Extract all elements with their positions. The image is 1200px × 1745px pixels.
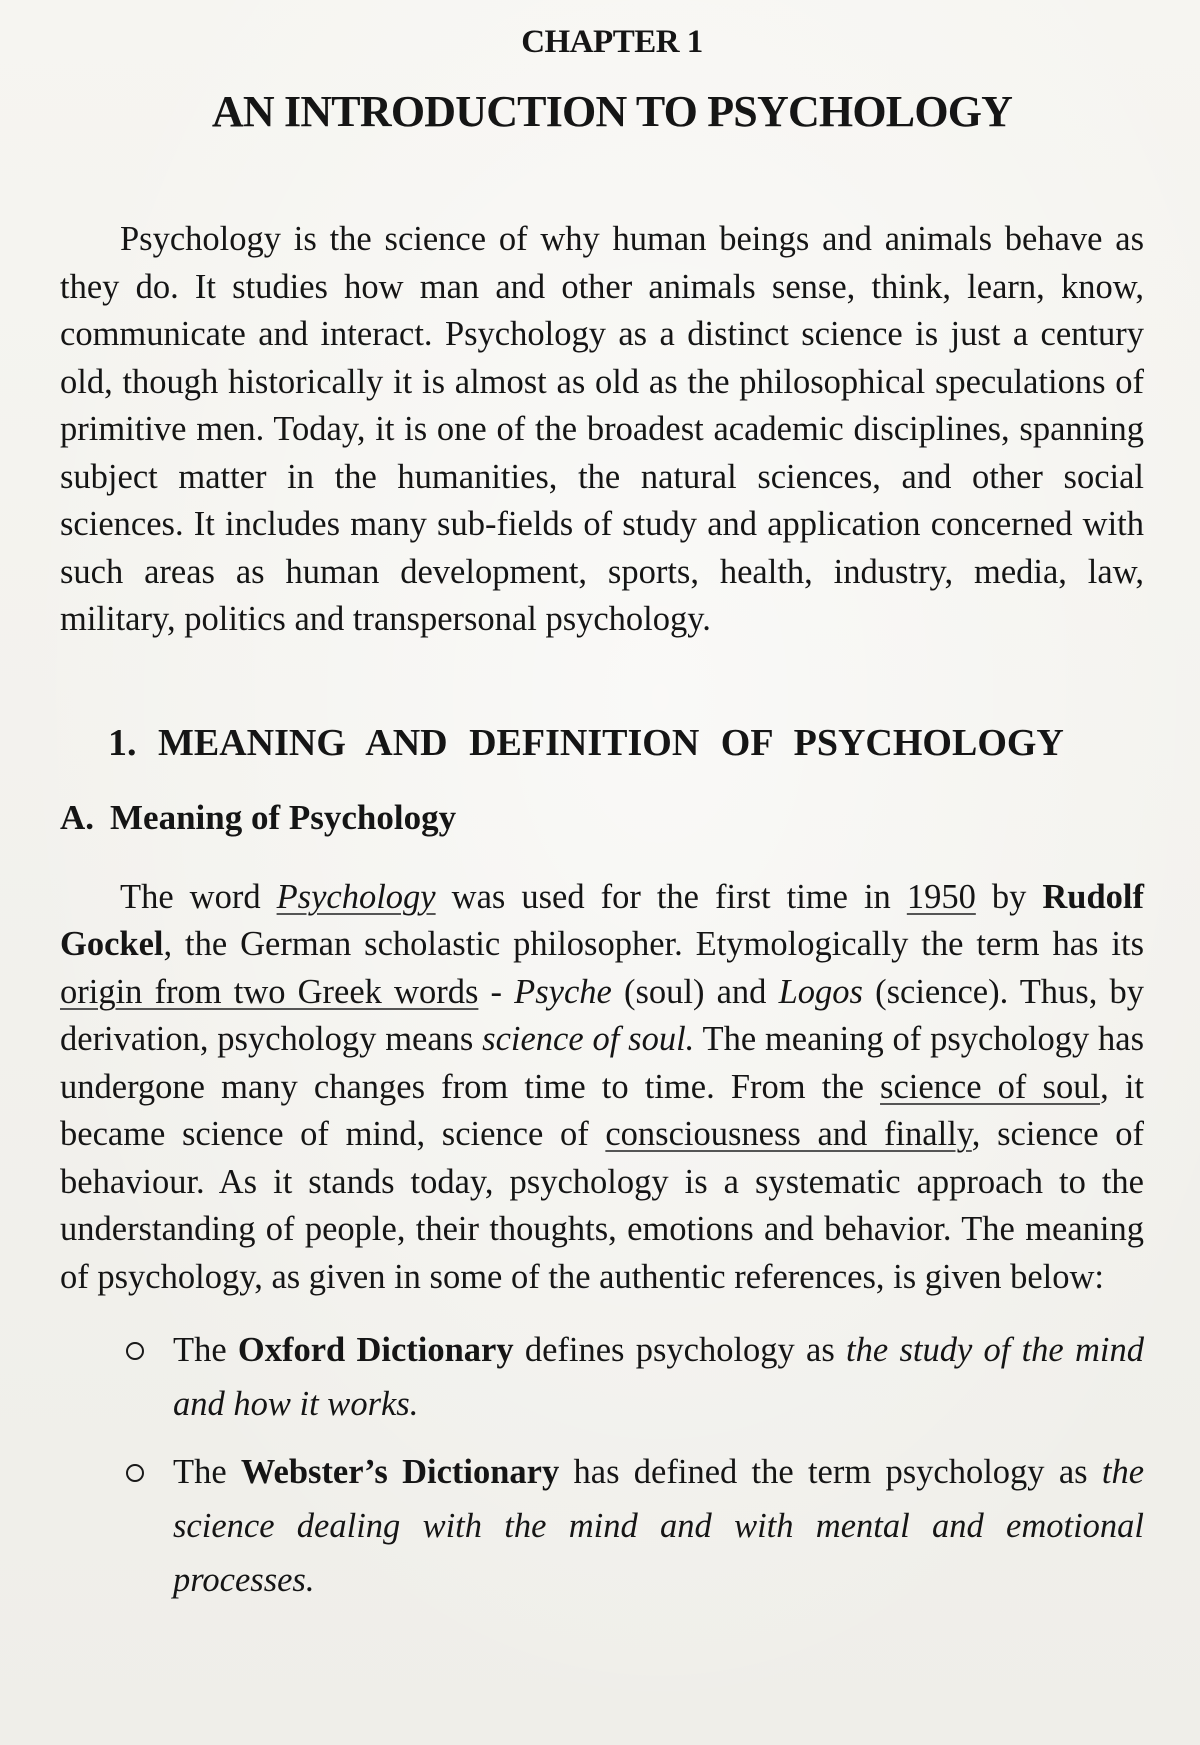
person-name: Rudolf Gockel: [60, 877, 1145, 963]
underlined-phrase: science of soul: [880, 1067, 1101, 1106]
term-science-of-soul: science of soul.: [482, 1020, 695, 1058]
text-run: The meaning of psychology has undergone many changes from time to time. From the: [60, 1020, 1144, 1106]
section-heading: 1. MEANING AND DEFINITION OF PSYCHOLOGY: [108, 721, 1064, 764]
term-logos: Logos: [778, 972, 863, 1011]
text-run: , it became science of mind, science of: [60, 1067, 1144, 1153]
intro-paragraph: Psychology is the science of why human beings and animals behave as they do. It studies how man and other animals sense, think, learn, know, communicate and interact. Psychology as a distinct science is just a century old, though historically it is almost as old as the philosophical speculations of primitive men. Today, it is one of the broadest academic disciplines, spanning subject matter in the humanities, the natural sciences, and other social sciences. It includes many sub-fields of study and application concerned with such areas as human development, sports, health, industry, media, law, military, politics and transpersonal psychology.: [60, 220, 1144, 638]
definition-text: the science dealing with the mind and with mental and emotional processes.: [173, 1453, 1145, 1599]
source-name: Oxford Dictionary: [237, 1331, 514, 1369]
list-item: [126, 1445, 1144, 1607]
text-run: (soul) and: [611, 972, 779, 1011]
text-run: , the German scholastic philosopher. Etymologically the term has its: [163, 925, 1144, 963]
term-psychology: Psychology: [276, 877, 436, 916]
text-run: (science). Thus, by derivation, psychology means: [60, 972, 1144, 1058]
text-run: , science of behaviour. As it stands today, psychology is a systematic approach to the understanding of people, their thoughts, emotions and behavior. The meaning of psychology, as given in some of the authentic references, is given below:: [60, 1115, 1144, 1296]
definition-text: the study of the mind and how it works.: [173, 1331, 1144, 1423]
text-run: The word: [120, 877, 277, 916]
text-run: has defined the term psychology as: [559, 1453, 1102, 1491]
hollow-circle-bullet-icon: [126, 1342, 144, 1360]
chapter-label: CHAPTER 1: [521, 24, 703, 60]
underlined-phrase: origin from two Greek words: [60, 972, 479, 1011]
meaning-paragraph: [60, 874, 1144, 1302]
term-psyche: Psyche: [514, 972, 612, 1011]
text-run: -: [478, 972, 515, 1011]
source-name: Webster’s Dictionary: [240, 1453, 560, 1491]
text-run: was used for the first time in: [435, 877, 907, 916]
list-item: [126, 1323, 1144, 1431]
subsection-letter: A.: [60, 797, 95, 837]
text-run: defines psychology as: [513, 1331, 847, 1369]
page-title: AN INTRODUCTION TO PSYCHOLOGY: [211, 87, 1013, 136]
subsection-title: Meaning of Psychology: [110, 797, 457, 837]
text-run: The: [173, 1453, 241, 1491]
text-run: by: [975, 877, 1043, 916]
text-run: The: [173, 1331, 238, 1369]
definition-list: [60, 1323, 1144, 1607]
hollow-circle-bullet-icon: [126, 1464, 144, 1482]
year: 1950: [906, 877, 976, 916]
subsection-heading: [60, 794, 1144, 842]
underlined-phrase: consciousness and finally: [605, 1115, 972, 1153]
